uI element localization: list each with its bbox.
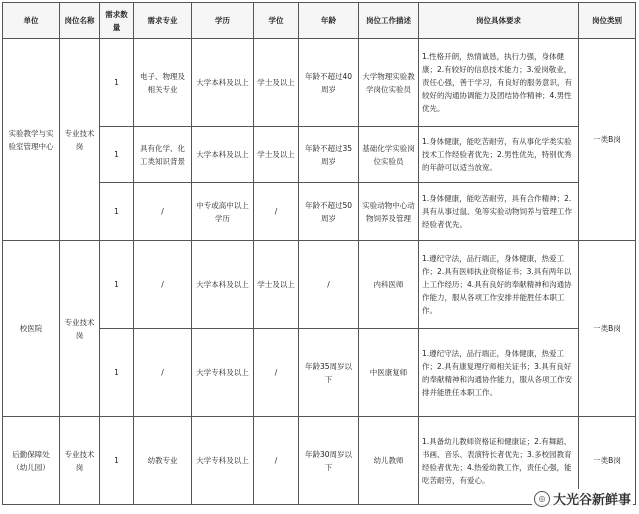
header-post-name: 岗位名称 [60, 3, 100, 39]
cell-category: 一类B岗 [579, 241, 636, 417]
wechat-icon: ◎ [534, 491, 550, 507]
cell-requirements: 1.具备幼儿教师资格证和健康证；2.有舞蹈、书画、音乐、表演特长者优先；3.多校园教育经验者优先；4.热爱幼教工作，责任心强，能吃苦耐劳，有爱心。 [419, 417, 579, 505]
cell-degree: 学士及以上 [254, 127, 299, 183]
header-row [3, 3, 636, 39]
cell-education: 中专或高中以上学历 [192, 183, 254, 241]
cell-age: 年龄不超过50周岁 [299, 183, 359, 241]
cell-requirements: 1.遵纪守法，品行端正，身体健康，热爱工作；2.具有医师执业资格证书；3.具有两年以上工作经历；4.具有良好的奉献精神和沟通协作能力，服从各项工作安排并能胜任本职工作。 [419, 241, 579, 329]
cell-category: 一类B岗 [579, 417, 636, 505]
cell-unit: 校医院 [3, 241, 60, 417]
cell-major: / [134, 329, 192, 417]
cell-post-name: 专业技术岗 [60, 39, 100, 241]
cell-degree: 学士及以上 [254, 39, 299, 127]
cell-degree: 学士及以上 [254, 241, 299, 329]
cell-description: 大学物理实验教学岗位实验员 [359, 39, 419, 127]
cell-degree: / [254, 417, 299, 505]
header-description: 岗位工作描述 [359, 3, 419, 39]
cell-count: 1 [100, 39, 134, 127]
cell-count: 1 [100, 241, 134, 329]
cell-education: 大学专科及以上 [192, 329, 254, 417]
cell-description: 幼儿教师 [359, 417, 419, 505]
cell-description: 内科医师 [359, 241, 419, 329]
cell-education: 大学本科及以上 [192, 127, 254, 183]
watermark [532, 489, 633, 508]
cell-major: / [134, 183, 192, 241]
recruitment-table [2, 2, 636, 505]
header-unit: 单位 [3, 3, 60, 39]
cell-count: 1 [100, 329, 134, 417]
cell-requirements: 1.身体健康，能吃苦耐劳，具有合作精神；2.具有从事过鼠、兔等实验动物饲养与管理工作经验者优先。 [419, 183, 579, 241]
cell-description: 中医康复师 [359, 329, 419, 417]
cell-major: / [134, 241, 192, 329]
cell-count: 1 [100, 127, 134, 183]
cell-major: 具有化学、化工类知识背景 [134, 127, 192, 183]
cell-age: 年龄不超过40周岁 [299, 39, 359, 127]
cell-post-name: 专业技术岗 [60, 417, 100, 505]
table-row [3, 39, 636, 127]
cell-description: 实验动物中心动物饲养及管理 [359, 183, 419, 241]
cell-post-name: 专业技术岗 [60, 241, 100, 417]
cell-count: 1 [100, 183, 134, 241]
table-row [3, 241, 636, 329]
cell-description: 基础化学实验岗位实验员 [359, 127, 419, 183]
cell-count: 1 [100, 417, 134, 505]
cell-education: 大学本科及以上 [192, 39, 254, 127]
cell-major: 幼教专业 [134, 417, 192, 505]
cell-age: 年龄30周岁以下 [299, 417, 359, 505]
header-education: 学历 [192, 3, 254, 39]
cell-unit: 实验教学与实验室管理中心 [3, 39, 60, 241]
header-major: 需求专业 [134, 3, 192, 39]
header-age: 年龄 [299, 3, 359, 39]
cell-degree: / [254, 183, 299, 241]
cell-requirements: 1.性格开朗，热情诚恳，执行力强，身体健康；2.有较好的信息技术能力；3.爱岗敬业，责任心强，善于学习，有良好的服务意识，有较好的沟通协调能力及团结协作精神；4.男性优先。 [419, 39, 579, 127]
cell-unit: 后勤保障处（幼儿园） [3, 417, 60, 505]
cell-major: 电子、物理及相关专业 [134, 39, 192, 127]
cell-age: 年龄不超过35周岁 [299, 127, 359, 183]
cell-requirements: 1.遵纪守法，品行端正，身体健康，热爱工作；2.具有康复理疗师相关证书；3.具有良好的奉献精神和沟通协作能力，服从各项工作安排并能胜任本职工作。 [419, 329, 579, 417]
header-requirements: 岗位具体要求 [419, 3, 579, 39]
cell-education: 大学本科及以上 [192, 241, 254, 329]
watermark-text: 大光谷新鲜事 [552, 493, 631, 508]
cell-age: 年龄35周岁以下 [299, 329, 359, 417]
cell-degree: / [254, 329, 299, 417]
header-degree: 学位 [254, 3, 299, 39]
cell-category: 一类B岗 [579, 39, 636, 241]
header-count: 需求数量 [100, 3, 134, 39]
cell-requirements: 1.身体健康，能吃苦耐劳，有从事化学类实验技术工作经验者优先；2.男性优先，特别优秀的年龄可以适当放宽。 [419, 127, 579, 183]
cell-age: / [299, 241, 359, 329]
header-category: 岗位类别 [579, 3, 636, 39]
cell-education: 大学专科及以上 [192, 417, 254, 505]
